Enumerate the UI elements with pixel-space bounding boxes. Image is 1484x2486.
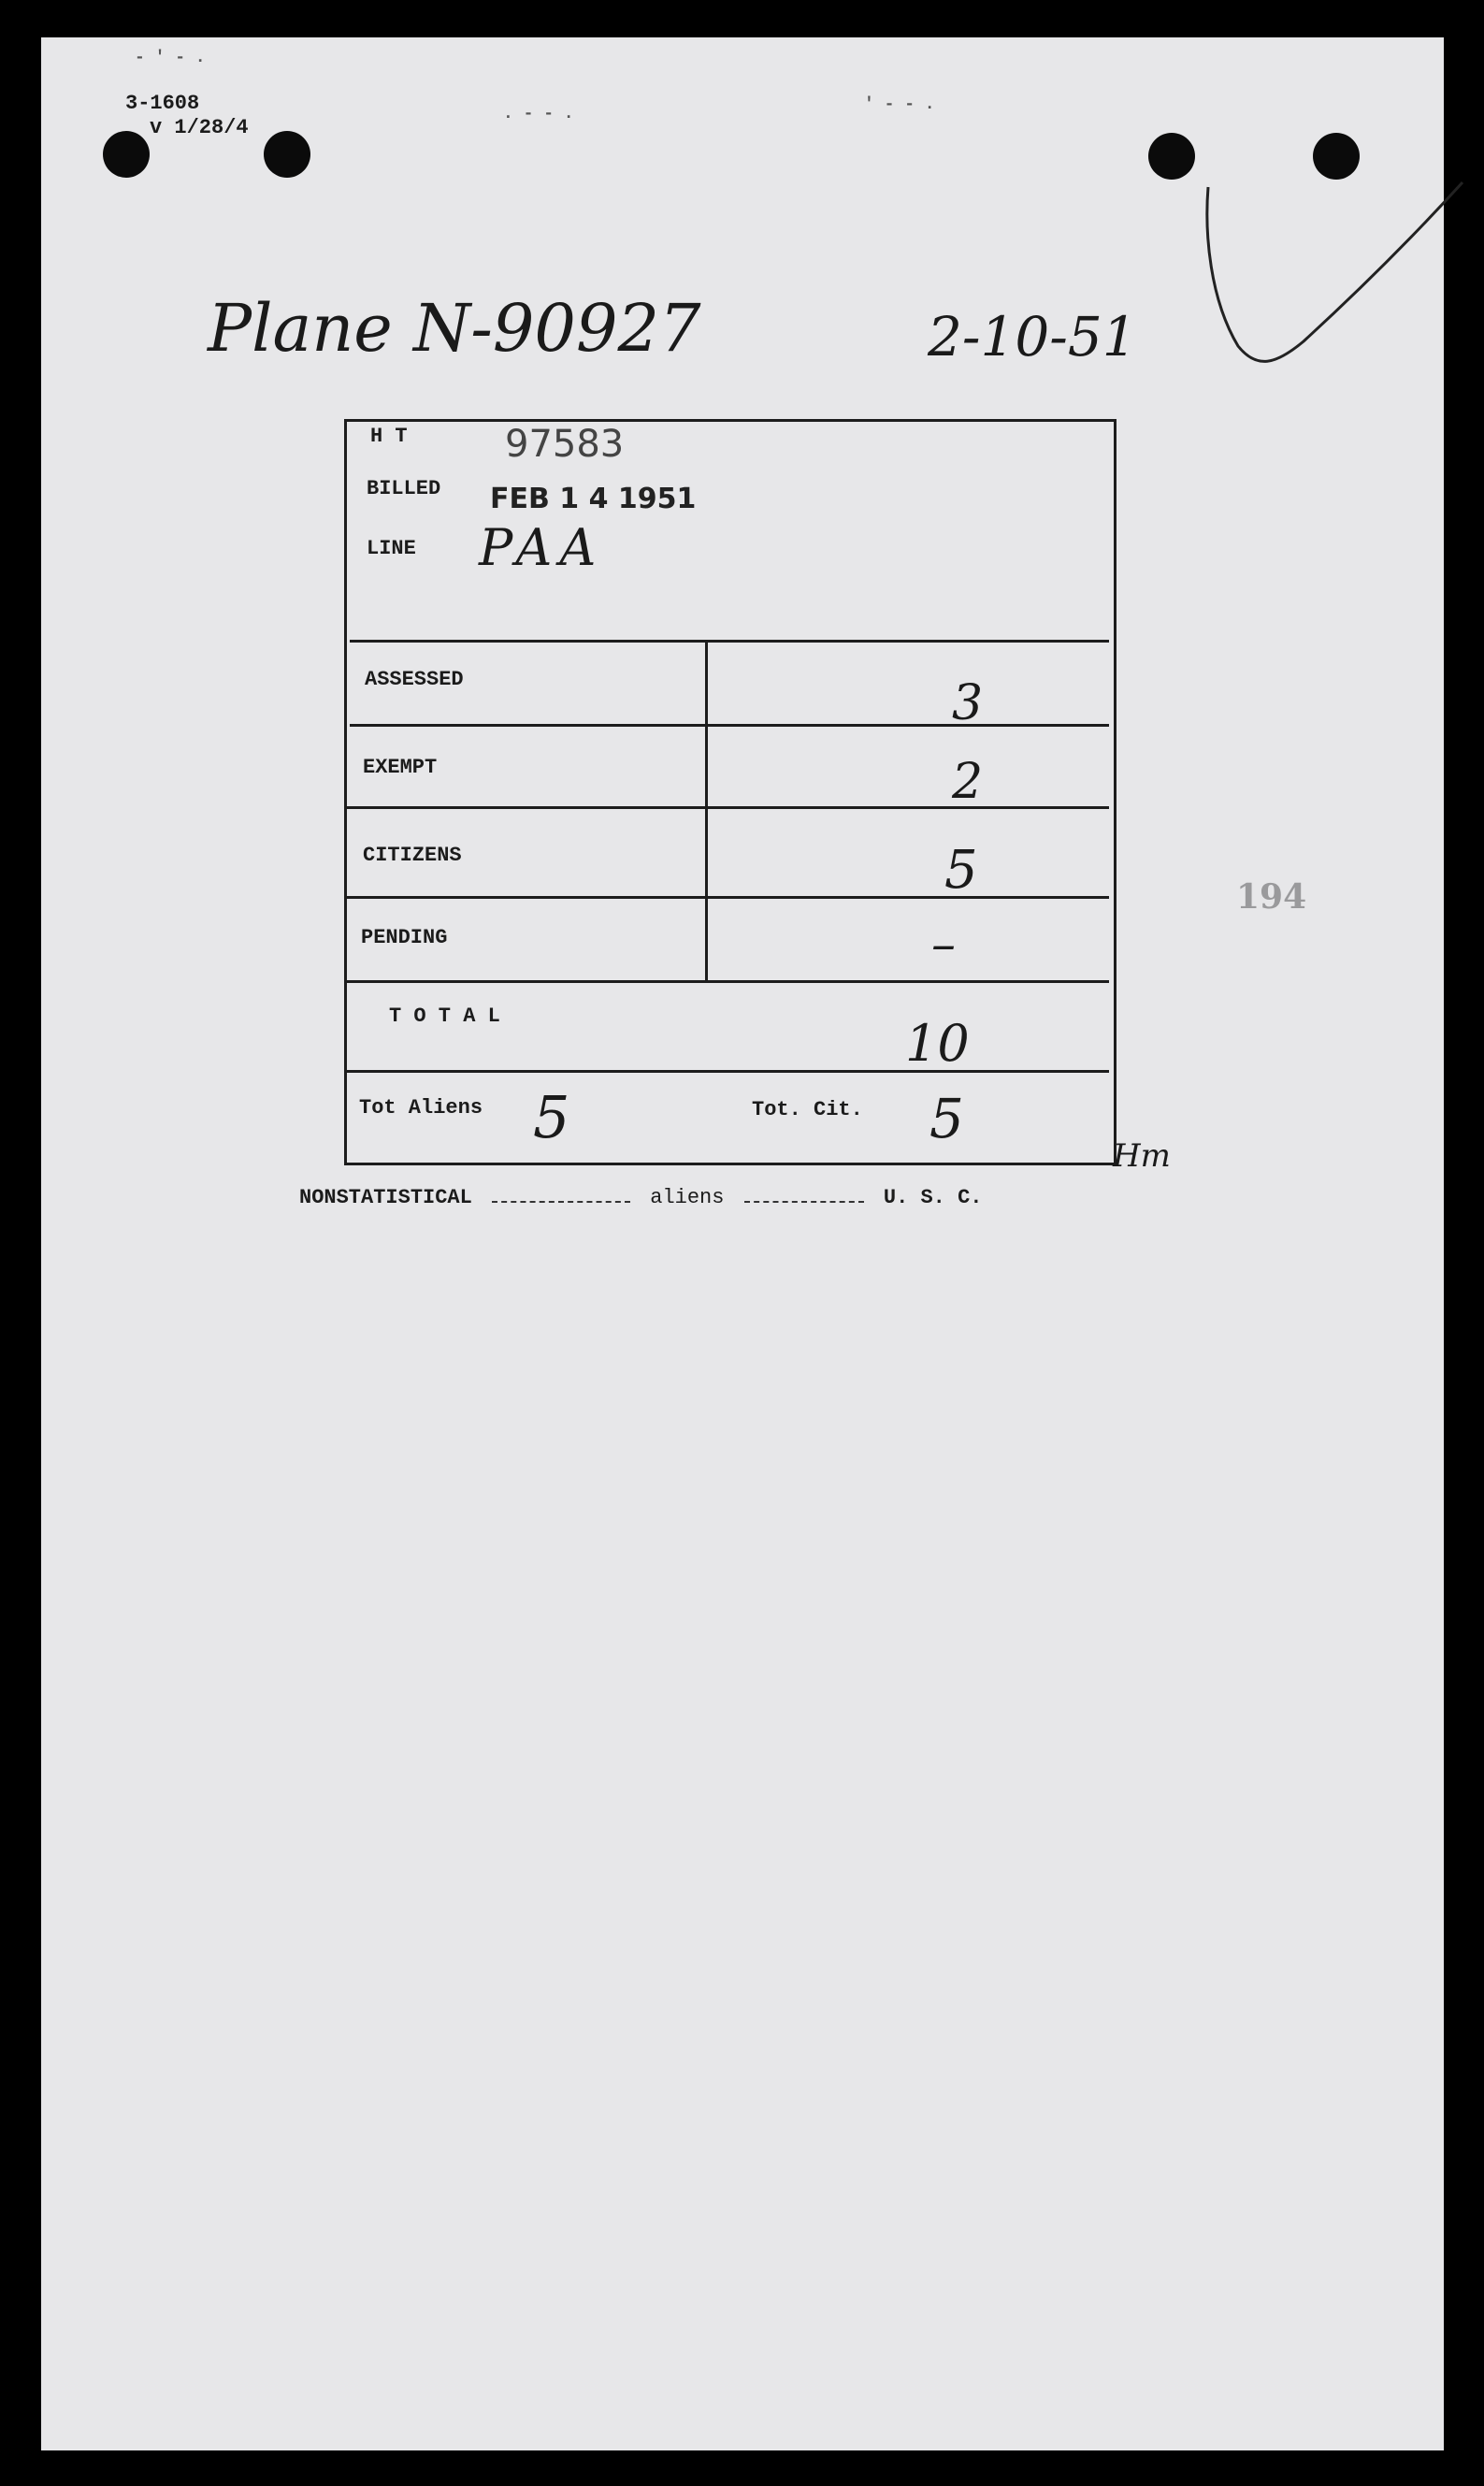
top-marks-mid: . - - . <box>503 105 574 123</box>
punch-hole-left-1 <box>103 131 150 178</box>
count-value: 2 <box>952 754 984 810</box>
line-value: PAA <box>479 518 604 577</box>
count-label: EXEMPT <box>363 756 438 779</box>
form-revision: v 1/28/4 <box>150 116 249 139</box>
form-number: 3-1608 <box>125 92 200 115</box>
count-label: CITIZENS <box>363 844 462 867</box>
count-value: – <box>931 917 956 973</box>
page-number-stamp: 194 <box>1236 877 1307 917</box>
billed-label: BILLED <box>367 477 441 500</box>
handwritten-plane: Plane N-90927 <box>208 290 701 367</box>
count-value: 5 <box>944 840 978 901</box>
nonstatistical-aliens-label: aliens <box>650 1186 725 1209</box>
divider <box>346 1070 1109 1073</box>
record-box <box>344 419 1117 1165</box>
total-aliens-value: 5 <box>533 1083 570 1151</box>
nonstatistical-usc-label: U. S. C. <box>883 1186 983 1209</box>
divider <box>350 724 1109 727</box>
nonstatistical-line <box>299 1186 983 1209</box>
ht-number: 97583 <box>505 423 625 466</box>
divider <box>346 980 1109 983</box>
handwritten-date: 2-10-51 <box>928 305 1137 369</box>
check-mark-icon <box>1182 159 1481 402</box>
total-label: T O T A L <box>389 1005 500 1028</box>
divider <box>346 896 1109 899</box>
nonstatistical-label: NONSTATISTICAL <box>299 1186 472 1209</box>
total-citizens-value: 5 <box>929 1087 964 1150</box>
total-aliens-label: Tot Aliens <box>359 1096 483 1120</box>
count-value: 3 <box>952 675 984 731</box>
divider <box>350 640 1109 643</box>
punch-hole-left-2 <box>264 131 310 178</box>
billed-date: FEB 1 4 1951 <box>490 483 697 515</box>
nonstatistical-aliens-blank <box>492 1201 630 1203</box>
count-label: PENDING <box>361 926 448 949</box>
total-citizens-label: Tot. Cit. <box>752 1098 863 1121</box>
nonstatistical-usc-blank <box>744 1201 864 1203</box>
total-value: 10 <box>905 1014 970 1073</box>
column-divider <box>705 642 708 980</box>
document-sheet <box>41 37 1444 2450</box>
top-marks-right: ' - - . <box>864 95 935 114</box>
divider <box>346 806 1109 809</box>
handwritten-initials: Hm <box>1113 1137 1171 1175</box>
count-label: ASSESSED <box>365 668 464 691</box>
line-label: LINE <box>367 537 416 560</box>
top-marks-left: - ' - . <box>135 49 206 67</box>
ht-label: H T <box>370 425 408 448</box>
